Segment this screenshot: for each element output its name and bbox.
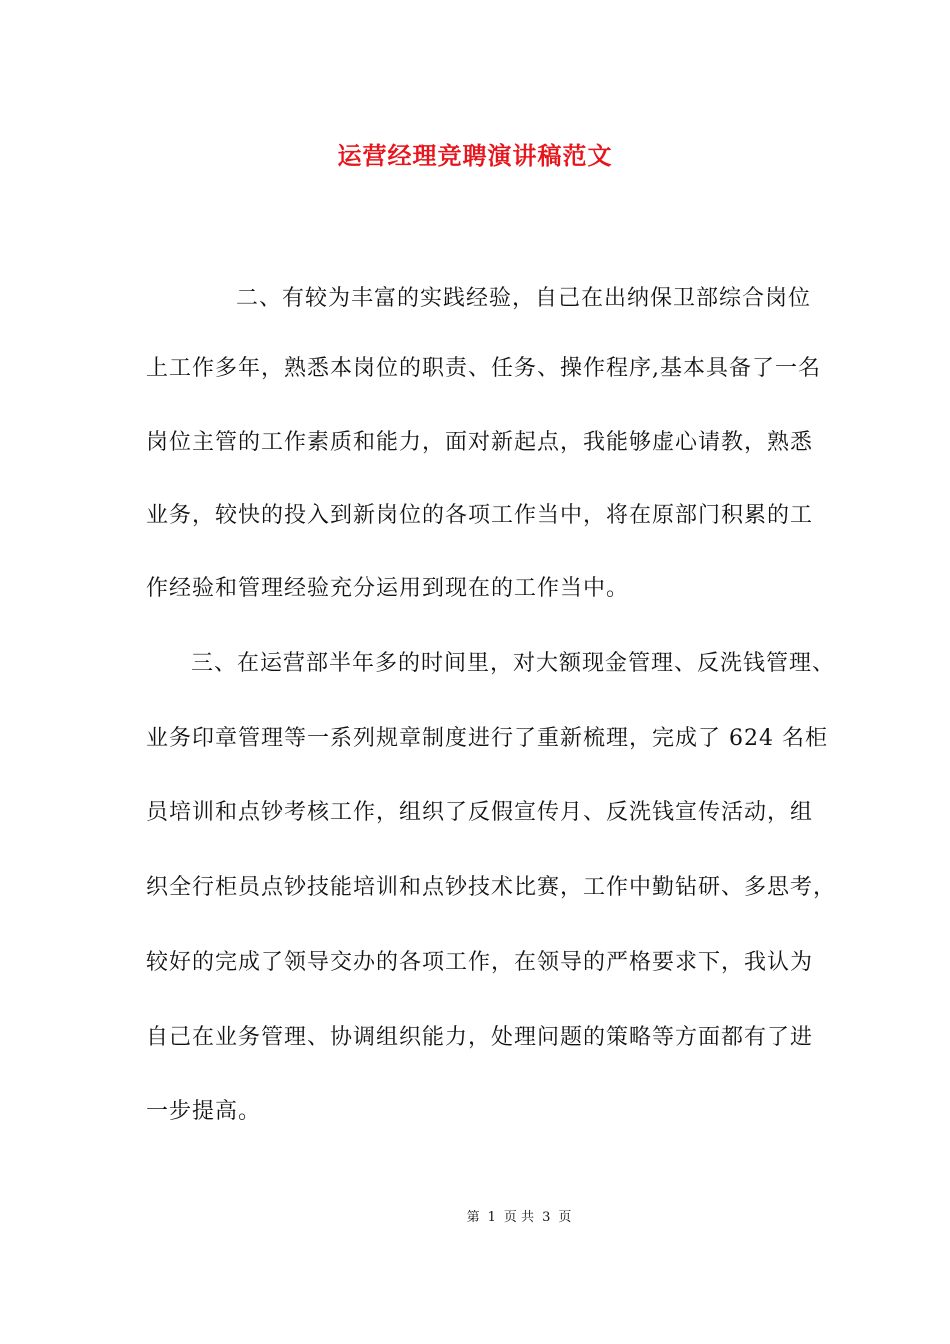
- paragraph-line: 岗位主管的工作素质和能力，面对新起点，我能够虚心请教，熟悉: [146, 430, 814, 455]
- paragraph-line: 一步提高。: [146, 1099, 262, 1124]
- document-title: 运营经理竞聘演讲稿范文: [337, 141, 613, 170]
- footer-prefix: 第: [466, 1210, 480, 1225]
- paragraph-line: 业务印章管理等一系列规章制度进行了重新梳理，完成了 624 名柜: [146, 726, 828, 751]
- page-footer: [0, 1208, 950, 1228]
- paragraph-line: 作经验和管理经验充分运用到现在的工作当中。: [146, 576, 630, 601]
- paragraph-line: 自己在业务管理、协调组织能力，处理问题的策略等方面都有了进: [146, 1025, 814, 1050]
- footer-total-pages: 3: [542, 1210, 551, 1225]
- paragraph-line: 上工作多年，熟悉本岗位的职责、任务、操作程序,基本具备了一名: [146, 356, 821, 381]
- footer-suffix: 页: [558, 1210, 572, 1225]
- paragraph-line: 业务，较快的投入到新岗位的各项工作当中，将在原部门积累的工: [146, 503, 814, 528]
- paragraph-line: 三、在运营部半年多的时间里，对大额现金管理、反洗钱管理、: [191, 651, 836, 676]
- paragraph-line: 二、有较为丰富的实践经验，自己在出纳保卫部综合岗位: [236, 286, 812, 311]
- footer-middle: 页 共: [503, 1210, 535, 1225]
- paragraph-line: 员培训和点钞考核工作，组织了反假宣传月、反洗钱宣传活动，组: [146, 800, 814, 825]
- paragraph-line: 织全行柜员点钞技能培训和点钞技术比赛，工作中勤钻研、多思考，: [146, 875, 837, 900]
- footer-page-number: 1: [487, 1210, 496, 1225]
- paragraph-line: 较好的完成了领导交办的各项工作，在领导的严格要求下，我认为: [146, 950, 814, 975]
